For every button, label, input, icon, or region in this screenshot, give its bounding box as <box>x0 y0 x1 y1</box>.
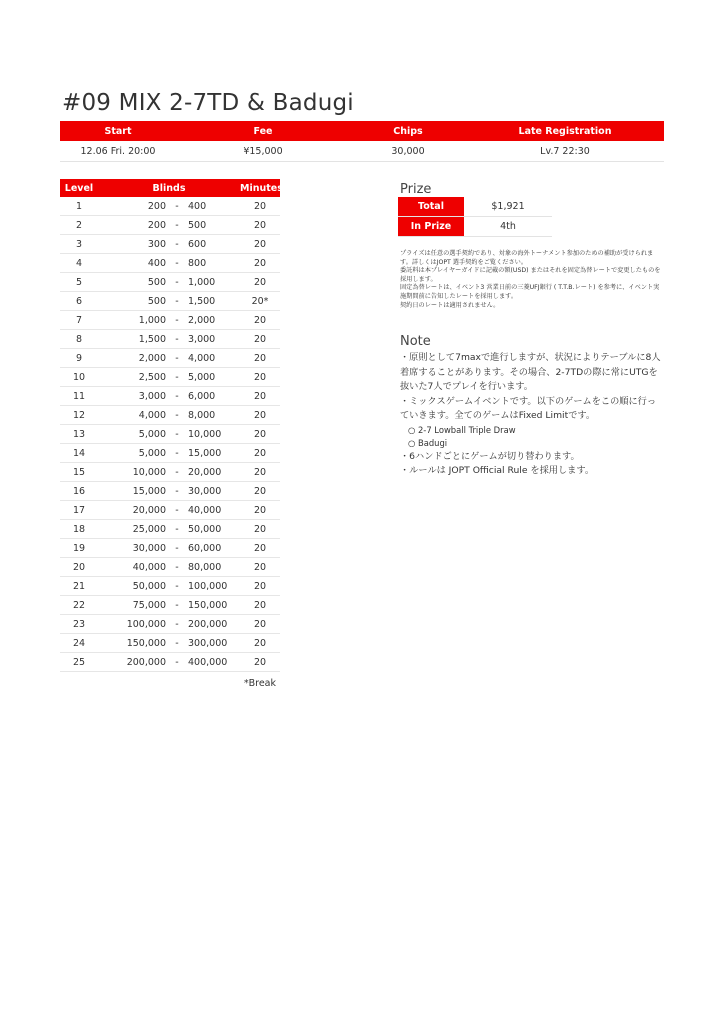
small-blind-cell: 400 <box>147 257 166 269</box>
fine-print-line: 契約日のレートは適用されません。 <box>400 301 500 309</box>
level-cell: 23 <box>72 618 86 630</box>
level-cell: 10 <box>72 371 86 383</box>
blind-separator: - <box>175 371 179 383</box>
blind-separator: - <box>175 200 179 212</box>
small-blind-cell: 15,000 <box>132 485 166 497</box>
minutes-cell: 20 <box>253 485 267 497</box>
header-blinds: Blinds <box>152 182 186 194</box>
header-late-registration: Late Registration <box>518 125 612 137</box>
level-cell: 18 <box>72 523 86 535</box>
minutes-cell: 20 <box>253 466 267 478</box>
blind-separator: - <box>175 409 179 421</box>
header-level: Level <box>64 182 94 194</box>
blind-row <box>60 577 280 596</box>
big-blind-cell: 600 <box>188 238 207 250</box>
blind-row <box>60 216 280 235</box>
level-cell: 19 <box>72 542 86 554</box>
note-body <box>400 351 662 479</box>
level-cell: 7 <box>75 314 83 326</box>
blind-separator: - <box>175 295 179 307</box>
blind-separator: - <box>175 561 179 573</box>
blind-row <box>60 349 280 368</box>
minutes-cell: 20 <box>253 580 267 592</box>
big-blind-cell: 1,000 <box>188 276 216 288</box>
big-blind-cell: 10,000 <box>188 428 222 440</box>
small-blind-cell: 75,000 <box>132 599 166 611</box>
level-cell: 13 <box>72 428 86 440</box>
event-info-table <box>60 121 664 162</box>
level-cell: 5 <box>75 276 83 288</box>
level-cell: 17 <box>72 504 86 516</box>
minutes-cell: 20* <box>251 295 269 307</box>
blind-row <box>60 463 280 482</box>
level-cell: 4 <box>75 257 83 269</box>
blind-row <box>60 558 280 577</box>
level-cell: 21 <box>72 580 86 592</box>
big-blind-cell: 15,000 <box>188 447 222 459</box>
prize-total-label: Total <box>398 197 464 216</box>
page-title: #09 MIX 2-7TD & Badugi <box>62 90 354 116</box>
level-cell: 2 <box>75 219 83 231</box>
level-cell: 6 <box>75 295 83 307</box>
blind-row <box>60 330 280 349</box>
level-cell: 16 <box>72 485 86 497</box>
small-blind-cell: 50,000 <box>132 580 166 592</box>
big-blind-cell: 30,000 <box>188 485 222 497</box>
blind-row <box>60 292 280 311</box>
blind-separator: - <box>175 485 179 497</box>
blind-row <box>60 197 280 216</box>
fine-print-line: プライズは任意の選手契約であり、対象の海外トーナメント参加のための補助が受けられます。詳しくはJOPT 選手契約をご覧ください。 <box>400 250 654 266</box>
minutes-cell: 20 <box>253 352 267 364</box>
blind-row <box>60 520 280 539</box>
small-blind-cell: 40,000 <box>132 561 166 573</box>
blind-separator: - <box>175 637 179 649</box>
big-blind-cell: 4,000 <box>188 352 216 364</box>
blind-row <box>60 615 280 634</box>
blind-row <box>60 311 280 330</box>
small-blind-cell: 30,000 <box>132 542 166 554</box>
big-blind-cell: 500 <box>188 219 207 231</box>
minutes-cell: 20 <box>253 542 267 554</box>
small-blind-cell: 5,000 <box>138 447 166 459</box>
big-blind-cell: 80,000 <box>188 561 222 573</box>
event-info-values <box>60 141 664 162</box>
blind-row <box>60 387 280 406</box>
big-blind-cell: 150,000 <box>188 599 228 611</box>
big-blind-cell: 1,500 <box>188 295 216 307</box>
level-cell: 8 <box>75 333 83 345</box>
fine-print-line: 委託料は本プレイヤーガイドに記載の額(USD) またはそれを固定為替レートで変更したものを採用します。 <box>400 267 661 283</box>
header-minutes: Minutes <box>240 182 283 194</box>
level-cell: 12 <box>72 409 86 421</box>
blind-separator: - <box>175 447 179 459</box>
small-blind-cell: 1,500 <box>138 333 166 345</box>
minutes-cell: 20 <box>253 599 267 611</box>
small-blind-cell: 2,000 <box>138 352 166 364</box>
big-blind-cell: 5,000 <box>188 371 216 383</box>
note-line: ・6ハンドごとにゲームが切り替わります。 <box>400 450 580 462</box>
note-line: ・原則として7maxで進行しますが、状況によりテーブルに8人着席することがあります。その場合、2-7TDの際に常にUTGを抜いた7人でプレイを行います。 <box>400 352 661 392</box>
blind-row <box>60 254 280 273</box>
small-blind-cell: 2,500 <box>138 371 166 383</box>
blind-structure-table <box>60 179 283 689</box>
blind-row <box>60 539 280 558</box>
big-blind-cell: 8,000 <box>188 409 216 421</box>
level-cell: 9 <box>75 352 83 364</box>
blind-separator: - <box>175 238 179 250</box>
blind-row <box>60 482 280 501</box>
header-fee: Fee <box>253 125 273 137</box>
big-blind-cell: 2,000 <box>188 314 216 326</box>
blind-separator: - <box>175 466 179 478</box>
level-cell: 15 <box>72 466 86 478</box>
small-blind-cell: 4,000 <box>138 409 166 421</box>
prize-total-value: $1,921 <box>491 201 525 212</box>
chips-value: 30,000 <box>391 145 425 157</box>
small-blind-cell: 300 <box>147 238 166 250</box>
small-blind-cell: 200,000 <box>126 656 166 668</box>
blind-separator: - <box>175 656 179 668</box>
header-start: Start <box>104 125 132 137</box>
header-chips: Chips <box>393 125 423 137</box>
blind-row <box>60 634 280 653</box>
event-info-header <box>60 121 664 141</box>
big-blind-cell: 400,000 <box>188 656 228 668</box>
small-blind-cell: 100,000 <box>126 618 166 630</box>
small-blind-cell: 25,000 <box>132 523 166 535</box>
big-blind-cell: 300,000 <box>188 637 228 649</box>
start-value: 12.06 Fri. 20:00 <box>80 145 156 157</box>
note-line: ・ミックスゲームイベントです。以下のゲームをこの順に行っていきます。全てのゲームはFixed Limitです。 <box>400 395 657 421</box>
big-blind-cell: 800 <box>188 257 207 269</box>
blind-separator: - <box>175 428 179 440</box>
small-blind-cell: 150,000 <box>126 637 166 649</box>
small-blind-cell: 1,000 <box>138 314 166 326</box>
blind-separator: - <box>175 276 179 288</box>
prize-total-row <box>398 197 552 217</box>
blind-separator: - <box>175 257 179 269</box>
blind-row <box>60 406 280 425</box>
break-note: *Break <box>243 678 276 689</box>
small-blind-cell: 5,000 <box>138 428 166 440</box>
minutes-cell: 20 <box>253 390 267 402</box>
minutes-cell: 20 <box>253 504 267 516</box>
prize-inprize-label: In Prize <box>398 217 464 236</box>
small-blind-cell: 500 <box>147 295 166 307</box>
blind-separator: - <box>175 542 179 554</box>
note-heading: Note <box>400 334 431 349</box>
blind-separator: - <box>175 618 179 630</box>
minutes-cell: 20 <box>253 637 267 649</box>
minutes-cell: 20 <box>253 257 267 269</box>
blind-separator: - <box>175 219 179 231</box>
minutes-cell: 20 <box>253 428 267 440</box>
big-blind-cell: 20,000 <box>188 466 222 478</box>
blind-table-header <box>60 179 283 197</box>
note-line: ・ルールは JOPT Official Rule を採用します。 <box>400 465 595 476</box>
minutes-cell: 20 <box>253 219 267 231</box>
minutes-cell: 20 <box>253 371 267 383</box>
blind-separator: - <box>175 352 179 364</box>
level-cell: 1 <box>75 200 83 212</box>
level-cell: 22 <box>72 599 86 611</box>
small-blind-cell: 20,000 <box>132 504 166 516</box>
late-registration-value: Lv.7 22:30 <box>540 145 590 157</box>
blind-row <box>60 444 280 463</box>
blind-separator: - <box>175 523 179 535</box>
level-cell: 14 <box>72 447 86 459</box>
prize-inprize-value: 4th <box>500 221 516 232</box>
blind-row <box>60 368 280 387</box>
fee-value: ¥15,000 <box>243 145 283 157</box>
small-blind-cell: 200 <box>147 200 166 212</box>
big-blind-cell: 400 <box>188 200 207 212</box>
minutes-cell: 20 <box>253 333 267 345</box>
blind-row <box>60 273 280 292</box>
blind-separator: - <box>175 580 179 592</box>
blind-rows <box>60 197 280 672</box>
prize-table <box>398 197 552 237</box>
minutes-cell: 20 <box>253 276 267 288</box>
minutes-cell: 20 <box>253 409 267 421</box>
small-blind-cell: 3,000 <box>138 390 166 402</box>
minutes-cell: 20 <box>253 200 267 212</box>
prize-fine-print <box>400 250 662 310</box>
fine-print-line: 固定為替レートは、イベント3 営業日前の三菱UFJ銀行 ( T.T.B.レート) を参考に、イベント実施期間前に告知したレートを採用します。 <box>400 284 660 300</box>
blind-row <box>60 501 280 520</box>
level-cell: 20 <box>72 561 86 573</box>
blind-row <box>60 235 280 254</box>
minutes-cell: 20 <box>253 314 267 326</box>
big-blind-cell: 100,000 <box>188 580 228 592</box>
blind-row <box>60 425 280 444</box>
blind-row <box>60 653 280 672</box>
small-blind-cell: 10,000 <box>132 466 166 478</box>
small-blind-cell: 200 <box>147 219 166 231</box>
note-game-item: ○ Badugi <box>408 437 448 448</box>
level-cell: 11 <box>72 390 86 402</box>
big-blind-cell: 60,000 <box>188 542 222 554</box>
minutes-cell: 20 <box>253 618 267 630</box>
big-blind-cell: 50,000 <box>188 523 222 535</box>
blind-separator: - <box>175 390 179 402</box>
level-cell: 3 <box>75 238 83 250</box>
prize-heading: Prize <box>400 182 432 197</box>
blind-separator: - <box>175 599 179 611</box>
minutes-cell: 20 <box>253 561 267 573</box>
minutes-cell: 20 <box>253 523 267 535</box>
minutes-cell: 20 <box>253 447 267 459</box>
blind-separator: - <box>175 314 179 326</box>
big-blind-cell: 3,000 <box>188 333 216 345</box>
minutes-cell: 20 <box>253 238 267 250</box>
minutes-cell: 20 <box>253 656 267 668</box>
level-cell: 25 <box>72 656 86 668</box>
big-blind-cell: 6,000 <box>188 390 216 402</box>
prize-inprize-row <box>398 217 552 237</box>
blind-separator: - <box>175 504 179 516</box>
big-blind-cell: 200,000 <box>188 618 228 630</box>
note-game-item: ○ 2-7 Lowball Triple Draw <box>408 424 516 435</box>
big-blind-cell: 40,000 <box>188 504 222 516</box>
blind-separator: - <box>175 333 179 345</box>
level-cell: 24 <box>72 637 86 649</box>
small-blind-cell: 500 <box>147 276 166 288</box>
blind-row <box>60 596 280 615</box>
